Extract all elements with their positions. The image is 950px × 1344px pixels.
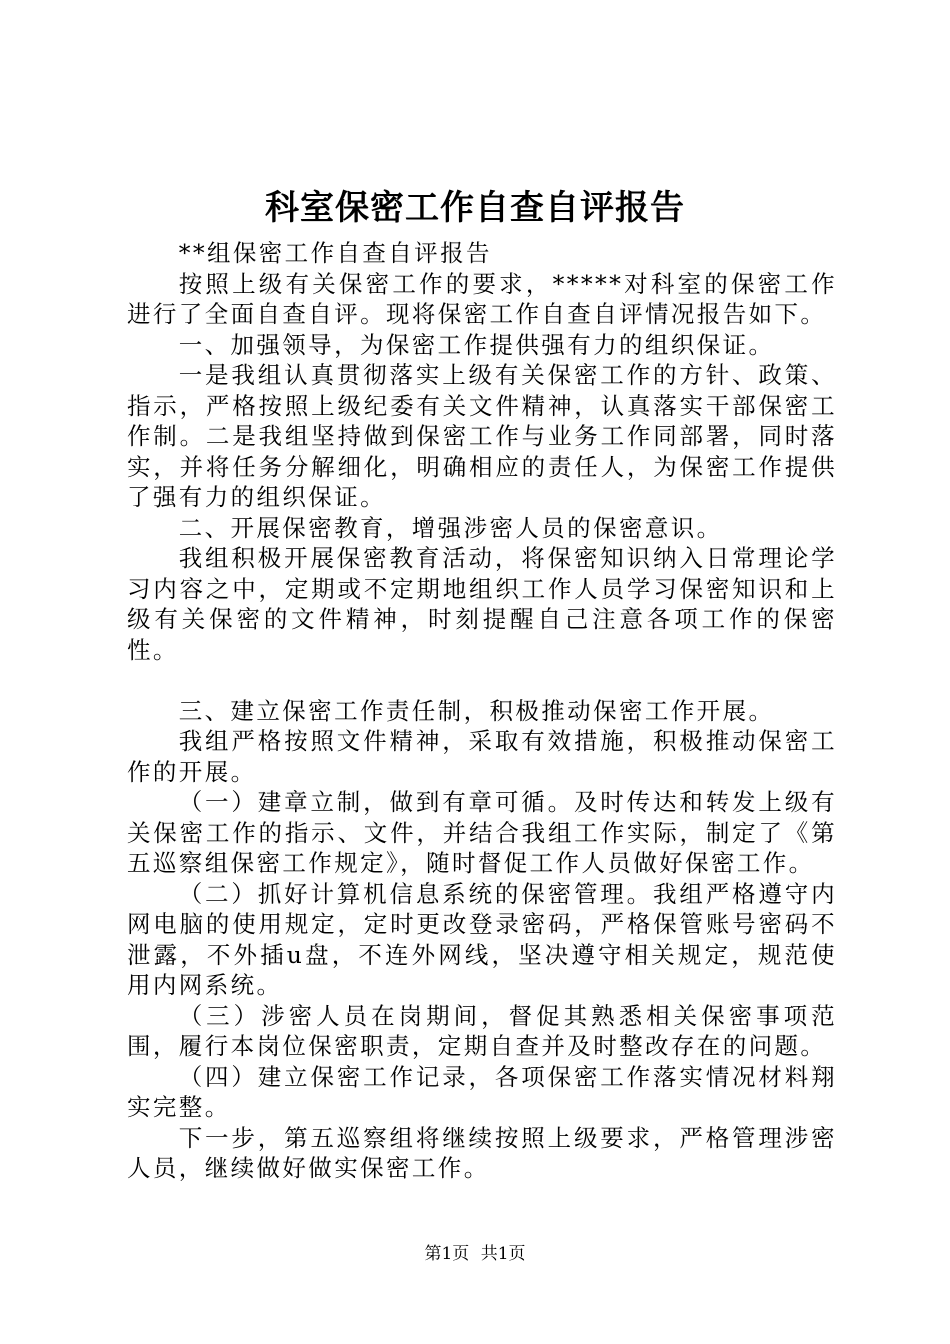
paragraph-section-3: 我组严格按照文件精神，采取有效措施，积极推动保密工作的开展。: [127, 727, 837, 786]
paragraph-section-1: 一是我组认真贯彻落实上级有关保密工作的方针、政策、指示，严格按照上级纪委有关文件精神，认真落实干部保密工作制。二是我组坚持做到保密工作与业务工作同部署，同时落实，并将任务分解细化，明确相应的责任人，为保密工作提供了强有力的组织保证。: [127, 361, 837, 511]
paragraph-intro: 按照上级有关保密工作的要求，*****对科室的保密工作进行了全面自查自评。现将保密工作自查自评情况报告如下。: [127, 269, 837, 328]
document-body: [127, 238, 837, 1184]
paragraph-item-4: （四）建立保密工作记录，各项保密工作落实情况材料翔实完整。: [127, 1062, 837, 1121]
document-title: 科室保密工作自查自评报告: [265, 188, 685, 228]
paragraph-item-1: （一）建章立制，做到有章可循。及时传达和转发上级有关保密工作的指示、文件，并结合我组工作实际，制定了《第五巡察组保密工作规定》，随时督促工作人员做好保密工作。: [127, 788, 837, 877]
section-heading-2: 二、开展保密教育，增强涉密人员的保密意识。: [178, 513, 723, 542]
paragraph-item-2: （二）抓好计算机信息系统的保密管理。我组严格遵守内网电脑的使用规定，定时更改登录密码，严格保管账号密码不泄露，不外插u盘，不连外网线，坚决遵守相关规定，规范使用内网系统。: [127, 879, 837, 999]
section-heading-1: 一、加强领导，为保密工作提供强有力的组织保证。: [178, 330, 775, 359]
page-total: 共1页: [480, 1244, 526, 1264]
paragraph-heading: **组保密工作自查自评报告: [178, 239, 492, 267]
paragraph-next-step: 下一步，第五巡察组将继续按照上级要求，严格管理涉密人员，继续做好做实保密工作。: [127, 1123, 837, 1182]
paragraph-item-3: （三）涉密人员在岗期间，督促其熟悉相关保密事项范围，履行本岗位保密职责，定期自查并及时整改存在的问题。: [127, 1001, 837, 1060]
paragraph-section-2: 我组积极开展保密教育活动，将保密知识纳入日常理论学习内容之中，定期或不定期地组织工作人员学习保密知识和上级有关保密的文件精神，时刻提醒自己注意各项工作的保密性。: [127, 544, 837, 664]
page-footer: [0, 1242, 950, 1266]
section-heading-3: 三、建立保密工作责任制，积极推动保密工作开展。: [178, 696, 775, 725]
page-number: 第1页: [424, 1244, 470, 1264]
